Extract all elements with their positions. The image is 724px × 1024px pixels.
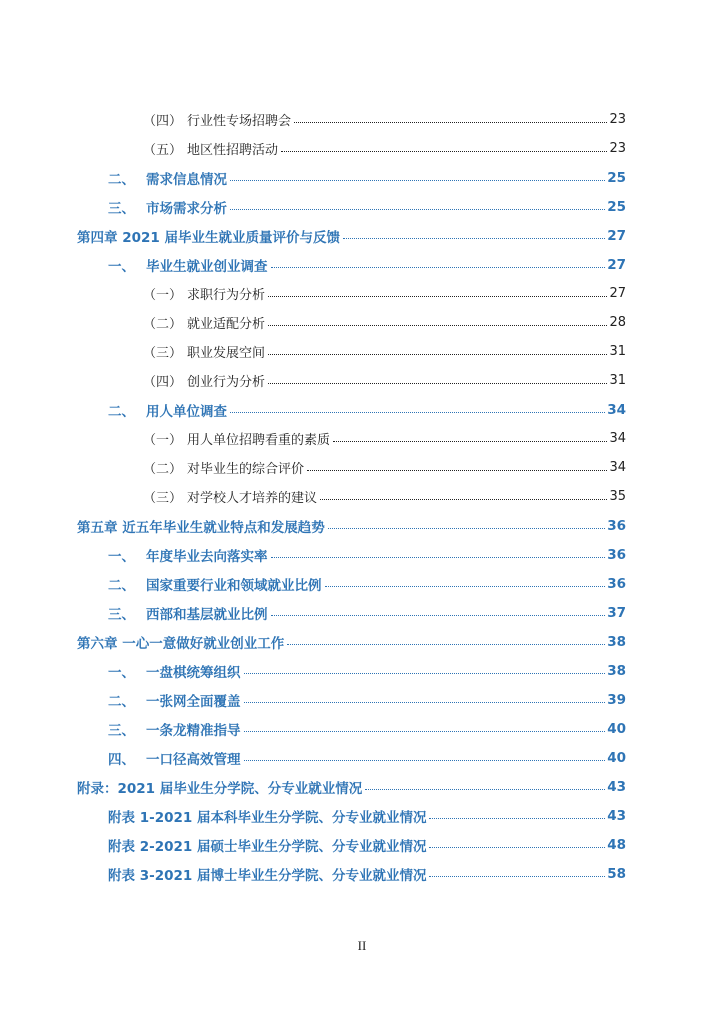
dot-leader [244, 673, 606, 674]
toc-entry-title: 附表 2-2021 届硕士毕业生分学院、分专业就业情况 [108, 838, 427, 855]
toc-entry-title: 第五章 近五年毕业生就业特点和发展趋势 [77, 519, 325, 536]
toc-entry-title: 一口径高效管理 [146, 751, 241, 768]
toc-entry-title: 一盘棋统筹组织 [146, 664, 241, 681]
dot-leader [244, 731, 606, 732]
toc-entry-number: （五） [143, 143, 183, 158]
toc-entry[interactable] [0, 511, 626, 540]
dot-leader [230, 412, 605, 413]
toc-entry-label [108, 545, 268, 565]
toc-entry[interactable] [0, 801, 626, 830]
toc-entry-page: 43 [607, 778, 626, 795]
toc-entry-page: 36 [607, 517, 626, 534]
toc-entry-number: （三） [143, 491, 183, 506]
toc-entry-title: 职业发展空间 [187, 346, 266, 361]
toc-entry-title: 需求信息情况 [146, 171, 227, 188]
toc-entry-page: 28 [609, 315, 626, 330]
toc-entry-label [77, 516, 325, 536]
toc-entry-title: 求职行为分析 [187, 288, 266, 303]
toc-entry-number: （二） [143, 317, 183, 332]
toc-entry-title: 西部和基层就业比例 [146, 606, 268, 623]
toc-entry-page: 38 [607, 662, 626, 679]
toc-entry-title: 创业行为分析 [187, 375, 266, 390]
toc-entry[interactable] [0, 163, 626, 192]
dot-leader [268, 354, 607, 355]
toc-entry-title: 附录：2021 届毕业生分学院、分专业就业情况 [77, 780, 363, 797]
dot-leader [268, 383, 607, 384]
toc-entry-number: （四） [143, 114, 183, 129]
dot-leader [307, 470, 607, 471]
toc-entry-page: 23 [609, 141, 626, 156]
toc-entry-title: 一张网全面覆盖 [146, 693, 241, 710]
toc-entry-title: 附表 3-2021 届博士毕业生分学院、分专业就业情况 [108, 867, 427, 884]
toc-entry-page: 36 [607, 575, 626, 592]
toc-entry[interactable] [0, 656, 626, 685]
toc-entry[interactable] [0, 250, 626, 279]
toc-entry[interactable] [0, 105, 626, 134]
toc-entry-page: 35 [609, 489, 626, 504]
toc-entry-title: 市场需求分析 [146, 200, 227, 217]
toc-entry-number: 三、 [108, 722, 135, 739]
toc-entry-label [143, 139, 278, 158]
toc-entry-label [143, 284, 265, 303]
toc-entry-number: 二、 [108, 693, 135, 710]
toc-entry[interactable] [0, 453, 626, 482]
toc-entry-number: （三） [143, 346, 183, 361]
dot-leader [365, 789, 605, 790]
toc-entry[interactable] [0, 482, 626, 511]
toc-entry-label [143, 458, 304, 477]
toc-entry-number: （二） [143, 462, 183, 477]
toc-entry-label [108, 400, 227, 420]
toc-entry-label [108, 806, 426, 826]
toc-entry-number: 四、 [108, 751, 135, 768]
toc-entry-number: （四） [143, 375, 183, 390]
toc-entry-number: 二、 [108, 403, 135, 420]
toc-entry[interactable] [0, 598, 626, 627]
toc-entry-number: 三、 [108, 606, 135, 623]
table-of-contents [0, 105, 724, 888]
dot-leader [429, 818, 605, 819]
toc-entry-page: 37 [607, 604, 626, 621]
toc-entry-page: 31 [609, 344, 626, 359]
toc-entry-label [108, 864, 426, 884]
toc-entry-label [77, 632, 284, 652]
dot-leader [271, 615, 606, 616]
toc-entry-page: 23 [609, 112, 626, 127]
toc-entry-title: 年度毕业去向落实率 [146, 548, 268, 565]
toc-entry-page: 58 [607, 865, 626, 882]
toc-entry-page: 34 [609, 460, 626, 475]
dot-leader [328, 528, 606, 529]
toc-entry-label [143, 110, 291, 129]
toc-entry-number: （一） [143, 433, 183, 448]
toc-entry[interactable] [0, 627, 626, 656]
toc-entry-title: 一条龙精准指导 [146, 722, 241, 739]
toc-entry-label [108, 690, 241, 710]
toc-entry[interactable] [0, 569, 626, 598]
toc-entry-page: 27 [607, 256, 626, 273]
toc-entry-label [108, 719, 241, 739]
toc-entry[interactable] [0, 337, 626, 366]
toc-entry-title: 国家重要行业和领域就业比例 [146, 577, 322, 594]
dot-leader [343, 238, 605, 239]
toc-entry-page: 36 [607, 546, 626, 563]
toc-entry-number: （一） [143, 288, 183, 303]
toc-entry-label [77, 226, 340, 246]
toc-entry-title: 第六章 一心一意做好就业创业工作 [77, 635, 285, 652]
toc-entry[interactable] [0, 859, 626, 888]
toc-entry-label [108, 748, 241, 768]
page-number: II [357, 938, 367, 953]
dot-leader [230, 209, 605, 210]
toc-entry[interactable] [0, 424, 626, 453]
dot-leader [333, 441, 607, 442]
toc-entry-label [143, 342, 265, 361]
toc-entry-label [108, 255, 268, 275]
dot-leader [281, 151, 607, 152]
toc-entry[interactable] [0, 830, 626, 859]
toc-entry-label [108, 168, 227, 188]
toc-entry-page: 43 [607, 807, 626, 824]
toc-entry-page: 38 [607, 633, 626, 650]
toc-entry-page: 34 [607, 401, 626, 418]
dot-leader [287, 644, 605, 645]
toc-entry-label [108, 574, 322, 594]
toc-entry-number: 一、 [108, 664, 135, 681]
dot-leader [230, 180, 605, 181]
toc-entry-label [143, 487, 317, 506]
toc-entry[interactable] [0, 714, 626, 743]
dot-leader [325, 586, 606, 587]
toc-entry-number: 一、 [108, 548, 135, 565]
dot-leader [268, 296, 607, 297]
toc-entry-page: 27 [607, 227, 626, 244]
toc-entry-label [108, 661, 241, 681]
toc-entry-page: 48 [607, 836, 626, 853]
toc-entry-page: 40 [607, 720, 626, 737]
dot-leader [271, 557, 606, 558]
toc-entry-title: 第四章 2021 届毕业生就业质量评价与反馈 [77, 229, 340, 246]
toc-entry-label [143, 313, 265, 332]
dot-leader [244, 760, 606, 761]
toc-entry-title: 地区性招聘活动 [187, 143, 279, 158]
toc-entry-title: 对学校人才培养的建议 [187, 491, 318, 506]
toc-entry-label [108, 197, 227, 217]
toc-entry-label [108, 835, 426, 855]
dot-leader [244, 702, 606, 703]
toc-entry-number: 三、 [108, 200, 135, 217]
toc-entry-title: 行业性专场招聘会 [187, 114, 292, 129]
dot-leader [268, 325, 607, 326]
toc-entry[interactable] [0, 772, 626, 801]
toc-entry-title: 用人单位调查 [146, 403, 227, 420]
toc-entry-label [143, 371, 265, 390]
toc-entry[interactable] [0, 743, 626, 772]
toc-entry-label [143, 429, 330, 448]
toc-entry[interactable] [0, 366, 626, 395]
toc-entry-label [77, 777, 362, 797]
dot-leader [271, 267, 606, 268]
toc-entry-page: 31 [609, 373, 626, 388]
toc-entry-page: 40 [607, 749, 626, 766]
toc-entry-title: 就业适配分析 [187, 317, 266, 332]
toc-entry-number: 二、 [108, 577, 135, 594]
toc-entry-label [108, 603, 268, 623]
toc-entry-title: 毕业生就业创业调查 [146, 258, 268, 275]
toc-entry-number: 一、 [108, 258, 135, 275]
toc-entry[interactable] [0, 134, 626, 163]
toc-entry-number: 二、 [108, 171, 135, 188]
toc-entry-title: 附表 1-2021 届本科毕业生分学院、分专业就业情况 [108, 809, 427, 826]
toc-entry[interactable] [0, 395, 626, 424]
toc-entry-page: 39 [607, 691, 626, 708]
toc-entry-page: 25 [607, 169, 626, 186]
toc-entry-title: 用人单位招聘看重的素质 [187, 433, 331, 448]
dot-leader [320, 499, 607, 500]
dot-leader [294, 122, 607, 123]
toc-entry[interactable] [0, 279, 626, 308]
dot-leader [429, 847, 605, 848]
toc-entry-page: 34 [609, 431, 626, 446]
toc-entry[interactable] [0, 540, 626, 569]
toc-entry[interactable] [0, 192, 626, 221]
toc-entry-page: 25 [607, 198, 626, 215]
dot-leader [429, 876, 605, 877]
toc-entry-page: 27 [609, 286, 626, 301]
toc-entry[interactable] [0, 221, 626, 250]
toc-entry-title: 对毕业生的综合评价 [187, 462, 305, 477]
toc-entry[interactable] [0, 308, 626, 337]
toc-entry[interactable] [0, 685, 626, 714]
